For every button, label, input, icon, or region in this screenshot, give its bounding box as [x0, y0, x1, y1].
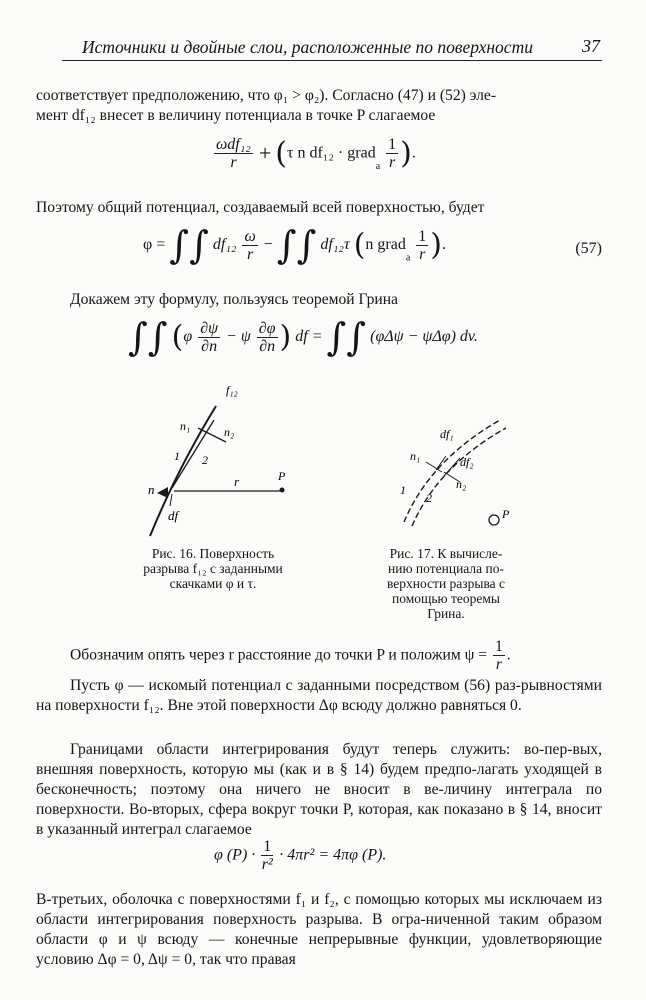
green-phi: φ — [183, 328, 193, 345]
eq57-grad-subscript: a — [405, 252, 411, 264]
fig16-df-tick — [170, 494, 172, 506]
sphere-lhs: φ (P) · — [214, 846, 256, 864]
fig16-label-n: n — [148, 482, 155, 497]
fraction-one-over-r — [386, 136, 398, 171]
fig16-label-df: df — [168, 508, 179, 523]
fig17-caption-line-1: Рис. 17. К вычисле- — [389, 546, 503, 561]
running-title: Источники и двойные слои, расположенные по поверхности — [82, 37, 533, 57]
paragraph-1-line-1: соответствует предположению, что φ₁ > φ₂). Согласно (47) и (52) эле- — [36, 87, 497, 104]
sphere-fraction — [261, 838, 273, 873]
paragraph-5: Пусть φ — искомый потенциал с заданными посредством (56) раз-рывностями на поверхности f₁₂. Вне этой поверхности Δφ всюду должно равняться 0. — [36, 677, 602, 714]
eq57-one: 1 — [418, 227, 427, 245]
eq-term-denominator: r — [230, 154, 237, 171]
running-header — [62, 34, 602, 61]
fig17-caption-line-4: помощью теоремы — [391, 591, 501, 606]
grad-subscript: a — [375, 161, 381, 173]
figure-17-caption — [362, 546, 530, 621]
equation-term: $\frac{\text{ωdf₁₂}}{r}$ + (τ n df₁₂ · grad$_a$ $\frac{1}{r}$ ). — [216, 136, 416, 173]
fig17-point-p — [489, 515, 499, 525]
fig17-label-df1: df₁ — [440, 427, 454, 441]
fig16-label-f12: f₁₂ — [226, 383, 238, 397]
fraction-numerator-one: 1 — [388, 136, 397, 153]
paragraph-4: Обозначим опять через r расстояние до точки P и положим ψ = $\frac{1}{r}$ . — [70, 638, 511, 673]
paragraph-6: Границами области интегрирования будут теперь служить: во-пер-вых, внешняя поверхность, которую мы (как и в § 14) будем предпо-лагать уходящей в бесконечность; поэтому она ничего не вносит в ве-личину интеграла по поверхности. Во-вторых, сфера вокруг точки P, которая, как показано в § 14, вносит в указанный интеграл слагаемое — [36, 741, 602, 838]
fig16-point-p — [280, 488, 285, 493]
paragraph-3: Докажем эту формулу, пользуясь теоремой Грина — [70, 291, 398, 308]
paragraph-7: В-третьих, оболочка с поверхностями f₁ и f₂, с помощью которых мы исключаем из области интегрирования поверхность разрыва. В огра-ниченной таким образом области φ и ψ всюду — конечные непрерывные функции, удовлетворяющие условию Δφ = 0, Δψ = 0, так что правая — [36, 891, 602, 968]
fig16-label-p: P — [278, 469, 286, 483]
green-dphi-dn — [257, 320, 278, 355]
sphere-numerator: 1 — [263, 838, 272, 855]
fig16-label-n2: n₂ — [224, 425, 235, 439]
fig17-caption-line-3: верхности разрыва с — [386, 576, 506, 591]
fig17-caption-line-5: Грина. — [427, 606, 465, 621]
green-minus-psi: − ψ — [226, 328, 251, 345]
sphere-equation — [214, 838, 386, 873]
eq57-ngrad: n grad — [365, 236, 406, 253]
green-dpsi: ∂ψ — [200, 319, 219, 337]
eq57-df: df₁₂ — [212, 236, 237, 253]
page-number: 37 — [582, 36, 600, 56]
fig16-caption-line-1: Рис. 16. Поверхность — [151, 546, 275, 561]
paragraph-4-text: Обозначим опять через r расстояние до точки P и положим ψ = — [70, 646, 488, 664]
sphere-denominator: r² — [261, 856, 273, 873]
psi-denominator: r — [495, 656, 502, 673]
fig16-label-r: r — [234, 474, 240, 489]
sphere-rhs: · 4πr² = 4πφ (P). — [279, 846, 387, 864]
fig17-label-n1: n₁ — [410, 449, 421, 463]
eq57-r-den: r — [419, 245, 426, 263]
figure-16 — [110, 378, 310, 538]
fig16-arrow — [157, 487, 168, 498]
eq57-fraction-one-r — [416, 228, 428, 263]
fig17-label-2: 2 — [426, 491, 432, 505]
green-theorem-equation: ∫∫ (φ $\frac{\partial\psi}{\partial n}$ − ψ $\frac{\partial\varphi}{\partial n}$ ) df = ∫∫ (φΔψ − ψΔφ) dv. — [128, 315, 478, 359]
equation-57: φ = ∫∫ df₁₂ $\frac{\omega}{r}$ − ∫∫ df₁₂τ (n grad$_a$ $\frac{1}{r}$ ). — [143, 223, 447, 267]
fig16-label-n1: n₁ — [180, 419, 191, 433]
green-dpsi-dn — [198, 320, 220, 355]
eq57-df-tau: df₁₂τ — [320, 236, 350, 253]
green-dn: ∂n — [201, 337, 218, 355]
psi-numerator: 1 — [494, 638, 503, 655]
paragraph-1-line-2: мент df₁₂ внесет в величину потенциала в точке P слагаемое — [36, 107, 436, 124]
green-dphi: ∂φ — [258, 319, 276, 337]
figure-16-caption — [118, 546, 308, 591]
fig16-caption-line-3: скачками φ и τ. — [169, 576, 257, 591]
eq-term-numerator: ωdf₁₂ — [216, 136, 251, 153]
fig16-caption-line-2: разрыва f₁₂ с заданными — [143, 561, 283, 576]
figure-17 — [380, 410, 530, 540]
fraction-denominator-r: r — [389, 154, 396, 171]
eq-term-rest: τ n df₁₂ · grad — [287, 144, 376, 162]
psi-fraction — [493, 638, 505, 673]
green-dn-2: ∂n — [259, 337, 276, 355]
fig16-label-1: 1 — [174, 449, 180, 463]
green-right-side: (φΔψ − ψΔφ) dv. — [370, 328, 478, 345]
fig17-label-1: 1 — [400, 483, 406, 497]
eq57-omega: ω — [244, 227, 256, 245]
fig17-label-p: P — [502, 507, 510, 521]
green-df: df = — [295, 328, 323, 345]
eq57-r: r — [246, 245, 254, 263]
fig17-df1-tick — [436, 456, 446, 470]
fig17-caption-line-2: нию потенциала по- — [388, 561, 504, 576]
eq57-fraction-omega-r — [242, 228, 257, 263]
fig17-label-n2: n₂ — [456, 477, 467, 491]
equation-number-57: (57) — [575, 240, 602, 257]
fraction-omega-df — [214, 136, 253, 171]
eq57-lhs: φ = — [143, 236, 166, 253]
eq57-minus: − — [263, 236, 273, 253]
paragraph-2: Поэтому общий потенциал, создаваемый всей поверхностью, будет — [36, 199, 485, 216]
fig17-label-df2: df₂ — [460, 455, 474, 469]
fig16-label-2: 2 — [202, 453, 208, 467]
